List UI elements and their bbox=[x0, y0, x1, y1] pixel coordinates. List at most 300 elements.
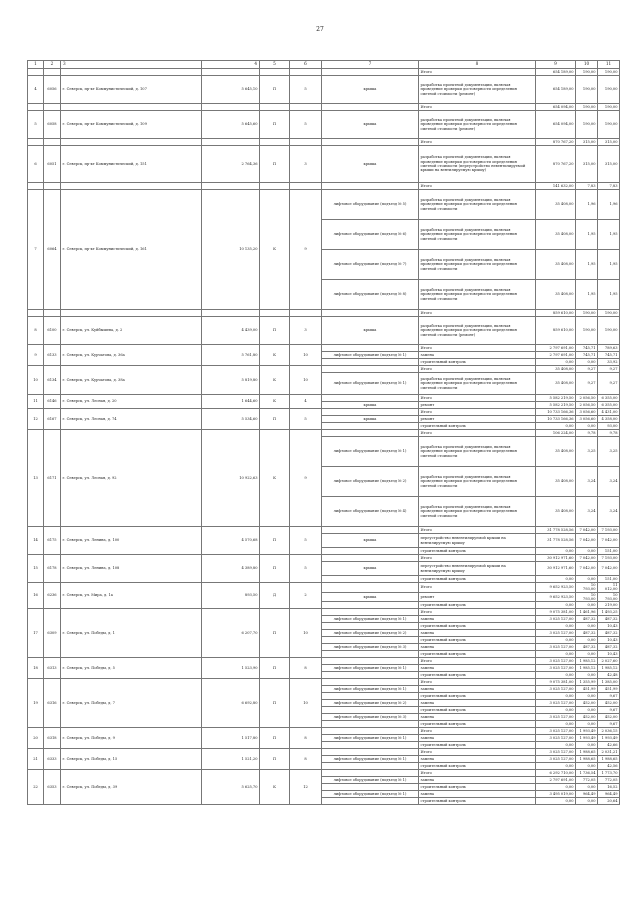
max-unit-cost-value: 1 385,00 bbox=[598, 679, 620, 686]
unit-cost-value: 190,00 bbox=[576, 310, 598, 317]
address: г. Северск, ул. Победы, д. 9 bbox=[61, 728, 202, 749]
structural-element bbox=[322, 658, 419, 665]
floor-count: 10 bbox=[290, 366, 322, 395]
unit-cost-value: 1,95 bbox=[576, 250, 598, 280]
cost-value: 3 495 019,00 bbox=[536, 791, 576, 798]
house-code: 6236 bbox=[44, 583, 61, 609]
row-number bbox=[28, 310, 44, 317]
work-type: разработка проектной документации, включая проведение проверки достоверности определения сметной стоимости (ремонт) bbox=[419, 317, 536, 345]
unit-cost-value: 745,71 bbox=[576, 352, 598, 359]
cost-value: 0,00 bbox=[536, 359, 576, 366]
structural-element: лифтовое оборудование (подъезд № 2) bbox=[322, 700, 419, 707]
building-area: 1 523,90 bbox=[202, 658, 260, 679]
wall-material: К bbox=[260, 345, 290, 366]
repair-register-table bbox=[27, 60, 620, 805]
floor-count bbox=[290, 139, 322, 146]
work-type: Итого bbox=[419, 430, 536, 437]
max-unit-cost-value: 190,00 bbox=[598, 317, 620, 345]
wall-material: П bbox=[260, 76, 290, 104]
work-type: Итого bbox=[419, 770, 536, 777]
work-type: строительный контроль bbox=[419, 784, 536, 791]
work-type: замена bbox=[419, 714, 536, 721]
header-cell: 5 bbox=[260, 61, 290, 69]
cost-value: 9 075 381,00 bbox=[536, 679, 576, 686]
floor-count: 5 bbox=[290, 409, 322, 430]
wall-material: П bbox=[260, 728, 290, 749]
house-code bbox=[44, 104, 61, 111]
cost-value: 3 025 127,00 bbox=[536, 658, 576, 665]
wall-material: П bbox=[260, 146, 290, 183]
structural-element: лифтовое оборудование (подъезд № 1) bbox=[322, 616, 419, 623]
max-unit-cost-value: 2 031,21 bbox=[598, 749, 620, 756]
work-type: ремонт bbox=[419, 416, 536, 423]
table-row bbox=[28, 658, 620, 665]
cost-value: 3 025 127,00 bbox=[536, 735, 576, 742]
work-type: строительный контроль bbox=[419, 548, 536, 555]
unit-cost-value: 0,00 bbox=[576, 423, 598, 430]
cost-value: 0,00 bbox=[536, 784, 576, 791]
work-type: Итого bbox=[419, 395, 536, 402]
max-unit-cost-value: 1,95 bbox=[598, 220, 620, 250]
structural-element bbox=[322, 623, 419, 630]
structural-element: лифтовое оборудование (подъезд № 1) bbox=[322, 373, 419, 395]
unit-cost-value: 0,00 bbox=[576, 576, 598, 583]
header-cell: 8 bbox=[419, 61, 536, 69]
table-row bbox=[28, 366, 620, 373]
structural-element: лифтовое оборудование (подъезд № 3) bbox=[322, 644, 419, 651]
unit-cost-value: 190,00 bbox=[576, 76, 598, 104]
building-area bbox=[202, 69, 260, 76]
table-row bbox=[28, 430, 620, 437]
work-type: разработка проектной документации, включая проведение проверки достоверности определения сметной стоимости bbox=[419, 220, 536, 250]
max-unit-cost-value: 4 431,00 bbox=[598, 409, 620, 416]
cost-value: 10 733 166,36 bbox=[536, 416, 576, 423]
unit-cost-value: 2 056,50 bbox=[576, 395, 598, 402]
house-code: 6171 bbox=[44, 430, 61, 527]
building-area bbox=[202, 139, 260, 146]
unit-cost-value: 9,27 bbox=[576, 373, 598, 395]
work-type: Итого bbox=[419, 679, 536, 686]
unit-cost-value: 0,00 bbox=[576, 784, 598, 791]
unit-cost-value: 0,00 bbox=[576, 359, 598, 366]
wall-material: К bbox=[260, 430, 290, 527]
row-number: 15 bbox=[28, 555, 44, 583]
address bbox=[61, 139, 202, 146]
unit-cost-value: 3,25 bbox=[576, 437, 598, 467]
row-number: 7 bbox=[28, 190, 44, 310]
row-number: 20 bbox=[28, 728, 44, 749]
table-row bbox=[28, 104, 620, 111]
row-number: 10 bbox=[28, 366, 44, 395]
structural-element: крыша bbox=[322, 111, 419, 139]
structural-element: лифтовое оборудование (подъезд № 5) bbox=[322, 190, 419, 220]
wall-material: К bbox=[260, 395, 290, 409]
floor-count: 8 bbox=[290, 728, 322, 749]
structural-element: крыша bbox=[322, 146, 419, 183]
address: г. Северск, ул. Победы, д. 15 bbox=[61, 749, 202, 770]
max-unit-cost-value: 7 042,00 bbox=[598, 534, 620, 548]
max-unit-cost-value: 1 985,12 bbox=[598, 665, 620, 672]
max-unit-cost-value: 487,32 bbox=[598, 644, 620, 651]
max-unit-cost-value: 9,78 bbox=[598, 430, 620, 437]
house-code: 6133 bbox=[44, 345, 61, 366]
work-type: замена bbox=[419, 630, 536, 637]
structural-element bbox=[322, 651, 419, 658]
work-type: замена bbox=[419, 777, 536, 784]
unit-cost-value: 1,95 bbox=[576, 280, 598, 310]
cost-value: 870 767,20 bbox=[536, 139, 576, 146]
structural-element: крыша bbox=[322, 562, 419, 576]
cost-value: 0,00 bbox=[536, 651, 576, 658]
unit-cost-value: 3 056,60 bbox=[576, 416, 598, 423]
building-area: 5 819,80 bbox=[202, 366, 260, 395]
structural-element bbox=[322, 366, 419, 373]
unit-cost-value: 0,00 bbox=[576, 693, 598, 700]
cost-value: 0,00 bbox=[536, 721, 576, 728]
max-unit-cost-value: 190,00 bbox=[598, 111, 620, 139]
row-number: 6 bbox=[28, 146, 44, 183]
row-number: 9 bbox=[28, 345, 44, 366]
house-code: 6353 bbox=[44, 770, 61, 805]
address: г. Северск, ул. Ленина, д. 100 bbox=[61, 527, 202, 555]
cost-value: 0,00 bbox=[536, 742, 576, 749]
work-type: замена bbox=[419, 616, 536, 623]
wall-material bbox=[260, 183, 290, 190]
work-type: строительный контроль bbox=[419, 672, 536, 679]
row-number: 17 bbox=[28, 609, 44, 658]
structural-element: крыша bbox=[322, 402, 419, 409]
work-type: Итого bbox=[419, 583, 536, 593]
max-unit-cost-value: 16,52 bbox=[598, 784, 620, 791]
cost-value: 0,00 bbox=[536, 672, 576, 679]
wall-material: П bbox=[260, 111, 290, 139]
unit-cost-value: 487,32 bbox=[576, 616, 598, 623]
unit-cost-value: 0,00 bbox=[576, 637, 598, 644]
max-unit-cost-value: 190,00 bbox=[598, 104, 620, 111]
unit-cost-value: 0,00 bbox=[576, 763, 598, 770]
max-unit-cost-value: 487,32 bbox=[598, 630, 620, 637]
max-unit-cost-value: 964,49 bbox=[598, 791, 620, 798]
unit-cost-value: 1,96 bbox=[576, 190, 598, 220]
work-type: разработка проектной документации, включая проведение проверки достоверности определения сметной стоимости bbox=[419, 373, 536, 395]
structural-element: лифтовое оборудование (подъезд № 1) bbox=[322, 791, 419, 798]
max-unit-cost-value: 7 193,00 bbox=[598, 555, 620, 562]
structural-element: крыша bbox=[322, 317, 419, 345]
work-type: Итого bbox=[419, 139, 536, 146]
cost-value: 3 025 127,00 bbox=[536, 714, 576, 721]
building-area: 4 570,68 bbox=[202, 527, 260, 555]
work-type: разработка проектной документации, включая проведение проверки достоверности определения сметной стоимости bbox=[419, 497, 536, 527]
header-cell: 9 bbox=[536, 61, 576, 69]
unit-cost-value: 1 985,12 bbox=[576, 665, 598, 672]
structural-element: лифтовое оборудование (подъезд № 1) bbox=[322, 437, 419, 467]
cost-value: 3 025 127,00 bbox=[536, 686, 576, 693]
work-type: Итого bbox=[419, 555, 536, 562]
unit-cost-value: 0,00 bbox=[576, 672, 598, 679]
work-type: строительный контроль bbox=[419, 707, 536, 714]
max-unit-cost-value: 772,05 bbox=[598, 777, 620, 784]
structural-element bbox=[322, 693, 419, 700]
cost-value: 654 189,00 bbox=[536, 69, 576, 76]
building-area: 5 645,10 bbox=[202, 76, 260, 104]
house-code: 6175 bbox=[44, 527, 61, 555]
structural-element bbox=[322, 430, 419, 437]
work-type: разработка проектной документации, включая проведение проверки достоверности определения сметной стоимости bbox=[419, 467, 536, 497]
wall-material: П bbox=[260, 555, 290, 583]
building-area bbox=[202, 183, 260, 190]
wall-material: Д bbox=[260, 583, 290, 609]
cost-value: 6 292 710,00 bbox=[536, 770, 576, 777]
work-type: разработка проектной документации, включая проведение проверки достоверности определения сметной стоимости (ремонт) bbox=[419, 111, 536, 139]
wall-material: П bbox=[260, 527, 290, 555]
cost-value: 0,00 bbox=[536, 602, 576, 609]
address: г. Северск, ул. Победы, д. 7 bbox=[61, 679, 202, 728]
work-type: строительный контроль bbox=[419, 637, 536, 644]
max-unit-cost-value: 9,67 bbox=[598, 721, 620, 728]
unit-cost-value: 9,78 bbox=[576, 430, 598, 437]
cost-value: 35 408,00 bbox=[536, 437, 576, 467]
unit-cost-value: 487,32 bbox=[576, 630, 598, 637]
max-unit-cost-value: 9,67 bbox=[598, 693, 620, 700]
building-area: 5 645,60 bbox=[202, 111, 260, 139]
max-unit-cost-value: 6 355,00 bbox=[598, 395, 620, 402]
floor-count: 10 bbox=[290, 679, 322, 728]
row-number: 18 bbox=[28, 658, 44, 679]
cost-value: 31 778 528,56 bbox=[536, 534, 576, 548]
structural-element bbox=[322, 637, 419, 644]
unit-cost-value: 964,49 bbox=[576, 791, 598, 798]
work-type: ремонт bbox=[419, 592, 536, 602]
cost-value: 35 408,00 bbox=[536, 366, 576, 373]
house-code bbox=[44, 183, 61, 190]
floor-count: 2 bbox=[290, 583, 322, 609]
max-unit-cost-value: 11 012,00 bbox=[598, 583, 620, 593]
address: г. Северск, ул. Курчатова, д. 36а bbox=[61, 345, 202, 366]
unit-cost-value: 7 042,00 bbox=[576, 527, 598, 534]
cost-value: 0,00 bbox=[536, 707, 576, 714]
cost-value: 106 224,00 bbox=[536, 430, 576, 437]
floor-count: 4 bbox=[290, 395, 322, 409]
structural-element bbox=[322, 784, 419, 791]
cost-value: 3 025 127,00 bbox=[536, 665, 576, 672]
table-row bbox=[28, 345, 620, 352]
cost-value: 0,00 bbox=[536, 637, 576, 644]
structural-element bbox=[322, 798, 419, 805]
unit-cost-value: 0,00 bbox=[576, 742, 598, 749]
max-unit-cost-value: 1 993,49 bbox=[598, 735, 620, 742]
unit-cost-value: 452,00 bbox=[576, 714, 598, 721]
structural-element bbox=[322, 527, 419, 534]
row-number bbox=[28, 104, 44, 111]
max-unit-cost-value: 452,00 bbox=[598, 714, 620, 721]
cost-value: 2 797 691,00 bbox=[536, 345, 576, 352]
max-unit-cost-value: 3,24 bbox=[598, 467, 620, 497]
table-row bbox=[28, 190, 620, 220]
unit-cost-value: 7 042,00 bbox=[576, 555, 598, 562]
table-row bbox=[28, 111, 620, 139]
header-cell: 10 bbox=[576, 61, 598, 69]
unit-cost-value: 3 056,60 bbox=[576, 409, 598, 416]
building-area: 1 517,80 bbox=[202, 728, 260, 749]
row-number: 19 bbox=[28, 679, 44, 728]
structural-element bbox=[322, 310, 419, 317]
unit-cost-value: 1 355,99 bbox=[576, 679, 598, 686]
table-row bbox=[28, 76, 620, 104]
structural-element: лифтовое оборудование (подъезд № 1) bbox=[322, 665, 419, 672]
floor-count: 9 bbox=[290, 190, 322, 310]
max-unit-cost-value: 6 355,00 bbox=[598, 402, 620, 409]
address bbox=[61, 310, 202, 317]
max-unit-cost-value: 42,48 bbox=[598, 672, 620, 679]
address: г. Северск, ул. Лесная, д. 92 bbox=[61, 430, 202, 527]
table-row bbox=[28, 317, 620, 345]
header-cell: 4 bbox=[202, 61, 260, 69]
work-type: разработка проектной документации, включая проведение проверки достоверности определения сметной стоимости bbox=[419, 190, 536, 220]
structural-element bbox=[322, 609, 419, 616]
table-row bbox=[28, 310, 620, 317]
structural-element bbox=[322, 395, 419, 402]
address: г. Северск, пр-кт Коммунистический, д. 107 bbox=[61, 76, 202, 104]
structural-element bbox=[322, 721, 419, 728]
unit-cost-value: 0,00 bbox=[576, 623, 598, 630]
structural-element bbox=[322, 770, 419, 777]
max-unit-cost-value: 151,00 bbox=[598, 576, 620, 583]
structural-element: лифтовое оборудование (подъезд № 1) bbox=[322, 352, 419, 359]
address: г. Северск, ул. Лесная, д. 74 bbox=[61, 409, 202, 430]
cost-value: 3 025 127,00 bbox=[536, 700, 576, 707]
building-area: 1 521,20 bbox=[202, 749, 260, 770]
work-type: Итого bbox=[419, 527, 536, 534]
row-number: 13 bbox=[28, 430, 44, 527]
max-unit-cost-value: 1 493,25 bbox=[598, 609, 620, 616]
table-row bbox=[28, 555, 620, 562]
building-area: 893,50 bbox=[202, 583, 260, 609]
address bbox=[61, 104, 202, 111]
max-unit-cost-value: 1,96 bbox=[598, 190, 620, 220]
work-type: переустройство невентилируемой крыши на вентилируемую крышу bbox=[419, 562, 536, 576]
unit-cost-value: 7 042,00 bbox=[576, 562, 598, 576]
unit-cost-value: 190,00 bbox=[576, 69, 598, 76]
house-code bbox=[44, 139, 61, 146]
work-type: строительный контроль bbox=[419, 423, 536, 430]
cost-value: 0,00 bbox=[536, 763, 576, 770]
building-area: 5 761,80 bbox=[202, 345, 260, 366]
structural-element: лифтовое оборудование (подъезд № 6) bbox=[322, 220, 419, 250]
wall-material: П bbox=[260, 658, 290, 679]
work-type: Итого bbox=[419, 104, 536, 111]
building-area: 6 692,80 bbox=[202, 679, 260, 728]
cost-value: 10 733 166,36 bbox=[536, 409, 576, 416]
address bbox=[61, 69, 202, 76]
unit-cost-value: 3,24 bbox=[576, 467, 598, 497]
cost-value: 9 652 923,50 bbox=[536, 583, 576, 593]
structural-element: лифтовое оборудование (подъезд № 8) bbox=[322, 280, 419, 310]
max-unit-cost-value: 7 193,00 bbox=[598, 527, 620, 534]
max-unit-cost-value: 9,27 bbox=[598, 366, 620, 373]
work-type: замена bbox=[419, 665, 536, 672]
address: г. Северск, пр-кт Коммунистический, д. 161 bbox=[61, 190, 202, 310]
max-unit-cost-value: 9,27 bbox=[598, 373, 620, 395]
work-type: разработка проектной документации, включая проведение проверки достоверности определения сметной стоимости bbox=[419, 280, 536, 310]
header-cell: 11 bbox=[598, 61, 620, 69]
work-type: строительный контроль bbox=[419, 576, 536, 583]
unit-cost-value: 1 988,65 bbox=[576, 749, 598, 756]
work-type: Итого bbox=[419, 69, 536, 76]
building-area: 2 764,36 bbox=[202, 146, 260, 183]
unit-cost-value: 745,71 bbox=[576, 345, 598, 352]
work-type: замена bbox=[419, 735, 536, 742]
address: г. Северск, ул. Победы, д. 39 bbox=[61, 770, 202, 805]
address: г. Северск, ул. Победы, д. 1 bbox=[61, 609, 202, 658]
cost-value: 654 094,00 bbox=[536, 111, 576, 139]
structural-element bbox=[322, 707, 419, 714]
cost-value: 3 025 127,00 bbox=[536, 630, 576, 637]
address: г. Северск, ул. Курчатова, д. 38а bbox=[61, 366, 202, 395]
max-unit-cost-value: 1,95 bbox=[598, 250, 620, 280]
cost-value: 0,00 bbox=[536, 576, 576, 583]
unit-cost-value: 7 042,00 bbox=[576, 534, 598, 548]
structural-element bbox=[322, 749, 419, 756]
cost-value: 30 912 971,60 bbox=[536, 562, 576, 576]
work-type: разработка проектной документации, включая проведение проверки достоверности определения сметной стоимости (переустройство невентилируемой крыши на вентилируемую крышу) bbox=[419, 146, 536, 183]
unit-cost-value: 1 988,65 bbox=[576, 756, 598, 763]
work-type: строительный контроль bbox=[419, 602, 536, 609]
row-number: 16 bbox=[28, 583, 44, 609]
table-row bbox=[28, 69, 620, 76]
floor-count bbox=[290, 310, 322, 317]
row-number: 5 bbox=[28, 111, 44, 139]
structural-element: крыша bbox=[322, 592, 419, 602]
house-code: 6333 bbox=[44, 749, 61, 770]
structural-element: лифтовое оборудование (подъезд № 2) bbox=[322, 467, 419, 497]
cost-value: 30 912 971,60 bbox=[536, 555, 576, 562]
unit-cost-value: 1 993,49 bbox=[576, 735, 598, 742]
table-row bbox=[28, 609, 620, 616]
work-type: замена bbox=[419, 644, 536, 651]
house-code: 6167 bbox=[44, 409, 61, 430]
unit-cost-value: 10 793,00 bbox=[576, 592, 598, 602]
wall-material bbox=[260, 139, 290, 146]
unit-cost-value: 190,00 bbox=[576, 111, 598, 139]
work-type: Итого bbox=[419, 310, 536, 317]
cost-value: 35 408,00 bbox=[536, 467, 576, 497]
table-row bbox=[28, 146, 620, 183]
house-code: 6056 bbox=[44, 76, 61, 104]
floor-count: 5 bbox=[290, 111, 322, 139]
header-row bbox=[28, 61, 620, 69]
building-area: 10 135,20 bbox=[202, 190, 260, 310]
address: г. Северск, ул. Куйбышева, д. 2 bbox=[61, 317, 202, 345]
max-unit-cost-value: 151,00 bbox=[598, 548, 620, 555]
wall-material bbox=[260, 69, 290, 76]
unit-cost-value: 452,00 bbox=[576, 700, 598, 707]
table-row bbox=[28, 183, 620, 190]
max-unit-cost-value: 1 773,70 bbox=[598, 770, 620, 777]
work-type: строительный контроль bbox=[419, 693, 536, 700]
max-unit-cost-value: 10,43 bbox=[598, 623, 620, 630]
max-unit-cost-value: 2 027,60 bbox=[598, 658, 620, 665]
header-cell: 1 bbox=[28, 61, 44, 69]
house-code bbox=[44, 69, 61, 76]
floor-count: 5 bbox=[290, 555, 322, 583]
structural-element bbox=[322, 345, 419, 352]
floor-count bbox=[290, 69, 322, 76]
structural-element: крыша bbox=[322, 534, 419, 548]
cost-value: 5 582 219,50 bbox=[536, 395, 576, 402]
structural-element: лифтовое оборудование (подъезд № 1) bbox=[322, 686, 419, 693]
house-code: 6100 bbox=[44, 317, 61, 345]
max-unit-cost-value: 20,64 bbox=[598, 798, 620, 805]
